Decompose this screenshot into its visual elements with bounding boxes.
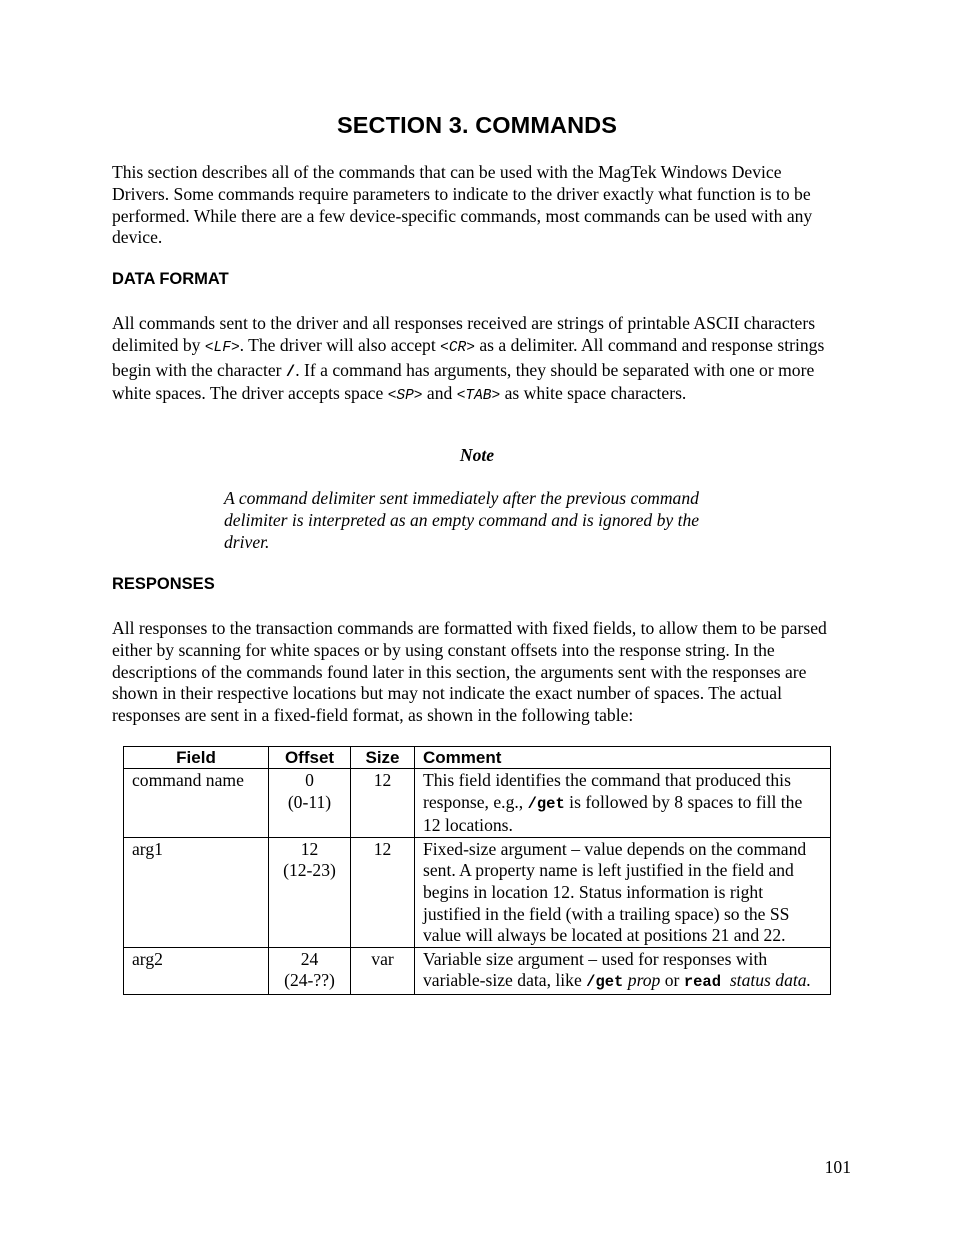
offset-cell: 12 (12-23) [269, 837, 351, 947]
page-number: 101 [824, 1157, 851, 1177]
size-cell: var [351, 947, 415, 994]
responses-paragraph: All responses to the transaction commands are formatted with fixed fields, to allow them to be parsed either by scanning for white spaces or by using constant offsets into the response string. In the descriptions of the commands found later in this section, the arguments sent with the responses are shown in their respective locations but may not indicate the exact number of spaces. The actual responses are sent in a fixed-field format, as shown in the following table: [112, 618, 827, 726]
table-row [124, 769, 831, 838]
get-command-token: /get [586, 973, 624, 992]
read-command-token: read [683, 973, 722, 992]
field-cell: arg2 [124, 947, 269, 994]
sp-token: <SP> [387, 388, 423, 405]
data-format-heading: DATA FORMAT [112, 270, 229, 288]
responses-heading: RESPONSES [112, 575, 215, 593]
column-header-comment: Comment [415, 747, 831, 769]
slash-token: / [285, 362, 296, 381]
table-row [124, 947, 831, 994]
intro-paragraph: This section describes all of the commands that can be used with the MagTek Windows Device Drivers. Some commands require parameters to indicate to the driver exactly what function is to be performed. While there are a few device-specific commands, most commands can be used with any device. [112, 162, 813, 248]
column-header-size: Size [351, 747, 415, 769]
comment-cell: Fixed-size argument – value depends on the command sent. A property name is left justified in the field and begins in location 12. Status information is right justified in the field (with a trailing space) so the SS value will always be located at positions 21 and 22. [415, 837, 831, 947]
table-row [124, 837, 831, 947]
page-title: SECTION 3. COMMANDS [337, 112, 617, 138]
note-body: A command delimiter sent immediately after the previous command delimiter is interpreted as an empty command and is ignored by the driver. [224, 488, 700, 552]
tab-token: <TAB> [456, 388, 501, 405]
note-title: Note [459, 445, 495, 465]
column-header-field: Field [124, 747, 269, 769]
size-cell: 12 [351, 837, 415, 947]
comment-cell: This field identifies the command that produced this response, e.g., /get is followed by 8 spaces to fill the 12 locations. [415, 769, 831, 838]
data-format-paragraph: All commands sent to the driver and all responses received are strings of printable ASCII characters delimited by <LF>. The driver will also accept <CR> as a delimiter. All command and response strings begin with the character /. If a command has arguments, they should be separated with one or more white spaces. The driver accepts space <SP> and <TAB> as white space characters. [112, 313, 825, 405]
lf-token: <LF> [204, 339, 240, 356]
offset-cell: 24 (24-??) [269, 947, 351, 994]
size-cell: 12 [351, 769, 415, 838]
cr-token: <CR> [440, 339, 475, 356]
field-cell: command name [124, 769, 269, 838]
offset-cell: 0 (0-11) [269, 769, 351, 838]
response-fields-table [123, 746, 831, 995]
field-cell: arg1 [124, 837, 269, 947]
get-command-token: /get [527, 794, 565, 813]
comment-cell: Variable size argument – used for responses with variable-size data, like /get prop or read status data. [415, 947, 831, 994]
table-header-row [124, 747, 831, 769]
column-header-offset: Offset [269, 747, 351, 769]
